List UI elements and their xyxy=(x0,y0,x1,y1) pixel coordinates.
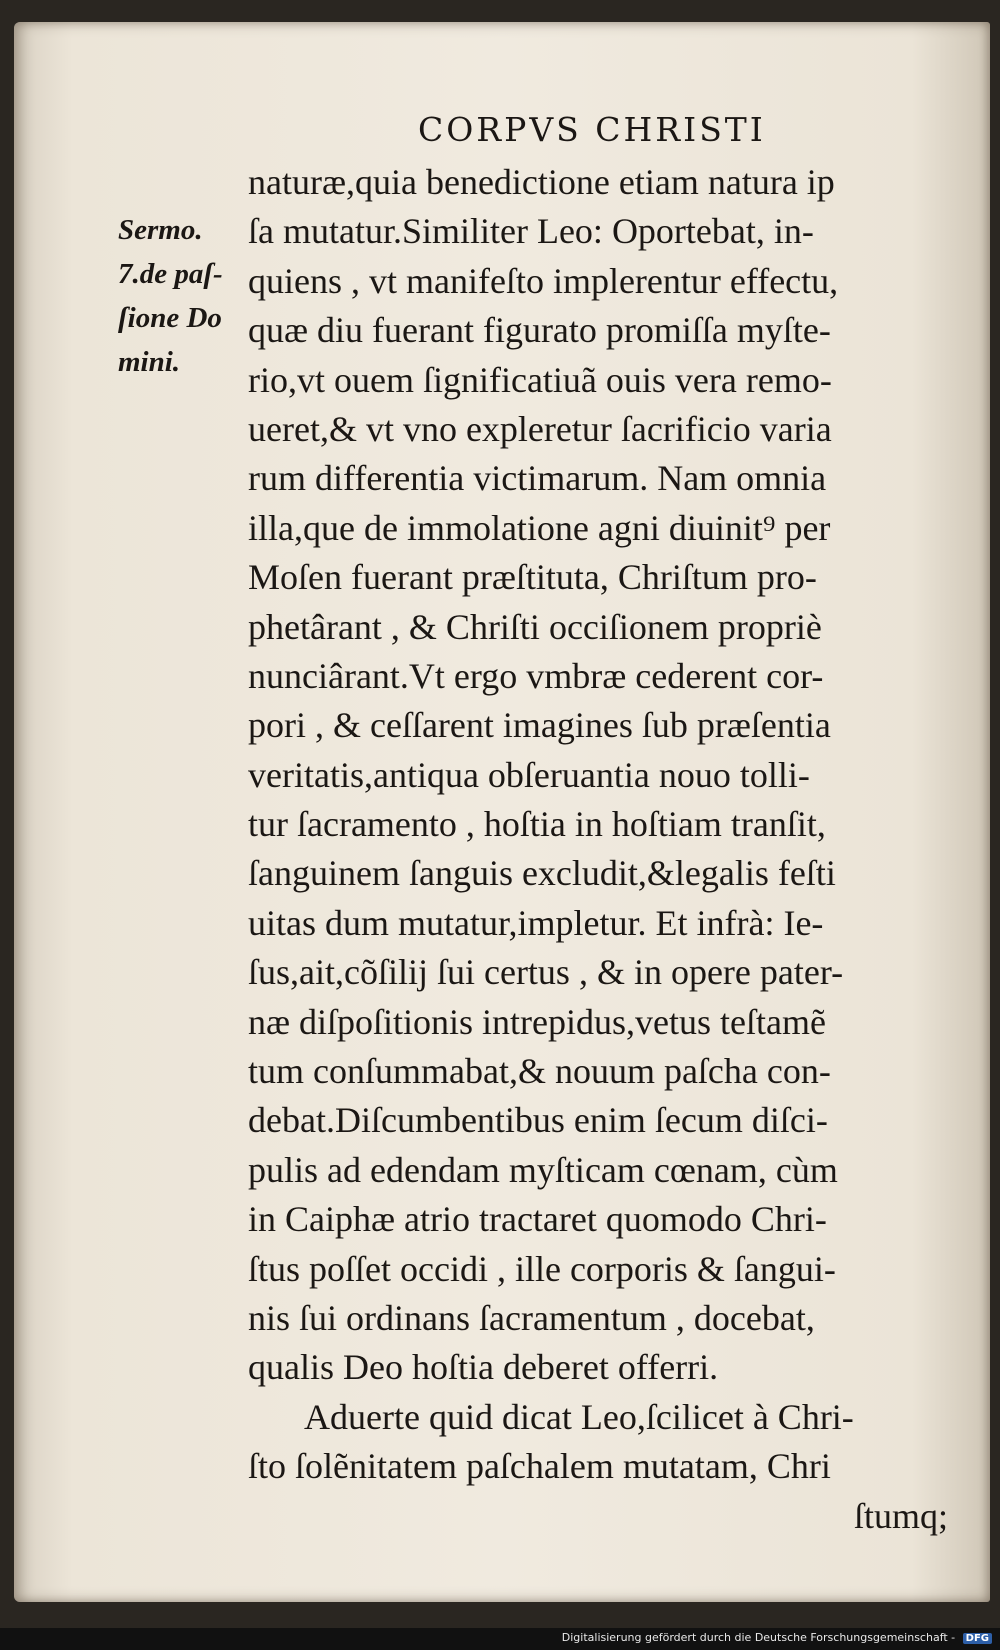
body-text xyxy=(248,158,948,1541)
text-line: qualis Deo hoſtia deberet offerri. xyxy=(248,1347,719,1388)
text-line: tur ſacramento , hoſtia in hoſtiam tranſit, xyxy=(248,804,826,845)
text-line: veritatis,antiqua obſeruantia nouo tolli- xyxy=(248,754,810,795)
text-line: tum conſummabat,& nouum paſcha con- xyxy=(248,1051,831,1092)
text-line: quiens , vt manifeſto implerentur effectu, xyxy=(248,260,839,301)
text-line: nis ſui ordinans ſacramentum , docebat, xyxy=(248,1297,815,1338)
text-line: næ diſpoſitionis intrepidus,vetus teſtamẽ xyxy=(248,1001,826,1042)
text-line: Aduerte quid dicat Leo,ſcilicet à Chri- xyxy=(304,1396,854,1437)
text-line: rio,vt ouem ſignificatiuã ouis vera remo- xyxy=(248,359,832,400)
text-line: quæ diu fuerant figurato promiſſa myſte- xyxy=(248,310,831,351)
margin-note-line: Sermo. xyxy=(118,214,203,246)
text-line: pulis ad edendam myſticam cœnam, cùm xyxy=(248,1149,838,1190)
text-line: ſa mutatur.Similiter Leo: Oportebat, in- xyxy=(248,211,814,252)
margin-note-line: mini. xyxy=(118,346,181,378)
text-line: ſtus poſſet occidi , ille corporis & ſangui- xyxy=(248,1248,836,1289)
running-head: CORPVS CHRISTI xyxy=(418,110,766,149)
text-line: debat.Diſcumbentibus enim ſecum diſci- xyxy=(248,1100,828,1141)
text-line: Moſen fuerant præſtituta, Chriſtum pro- xyxy=(248,557,817,598)
text-line: rum differentia victimarum. Nam omnia xyxy=(248,458,827,499)
text-line: naturæ,quia benedictione etiam natura ip xyxy=(248,162,835,202)
dfg-logo-icon: DFG xyxy=(963,1633,992,1644)
text-line: ſanguinem ſanguis excludit,&legalis feſti xyxy=(248,853,836,894)
margin-note xyxy=(118,208,248,384)
text-line: pori , & ceſſarent imagines ſub præſentia xyxy=(248,705,831,746)
text-line: ſto ſolẽnitatem paſchalem mutatam, Chri xyxy=(248,1446,831,1487)
text-line: nunciârant.Vt ergo vmbræ cederent cor- xyxy=(248,655,824,696)
text-line: illa,que de immolatione agni diuinit⁹ per xyxy=(248,507,831,548)
credit-text: Digitalisierung gefördert durch die Deutsche Forschungsgemeinschaft - xyxy=(561,1631,956,1644)
text-line: ſus,ait,cõſilij ſui certus , & in opere pater- xyxy=(248,952,844,993)
text-line: in Caiphæ atrio tractaret quomodo Chri- xyxy=(248,1199,827,1240)
digitization-credit xyxy=(562,1631,992,1644)
text-line: uitas dum mutatur,impletur. Et infrà: Ie- xyxy=(248,902,824,943)
margin-note-line: ſione Do xyxy=(118,302,222,334)
catchword: ſtumq; xyxy=(853,1495,948,1536)
text-line: ueret,& vt vno expleretur ſacrificio varia xyxy=(248,408,832,449)
text-line: phetârant , & Chriſti occiſionem propriè xyxy=(248,606,822,647)
margin-note-line: 7.de paſ- xyxy=(118,258,223,290)
